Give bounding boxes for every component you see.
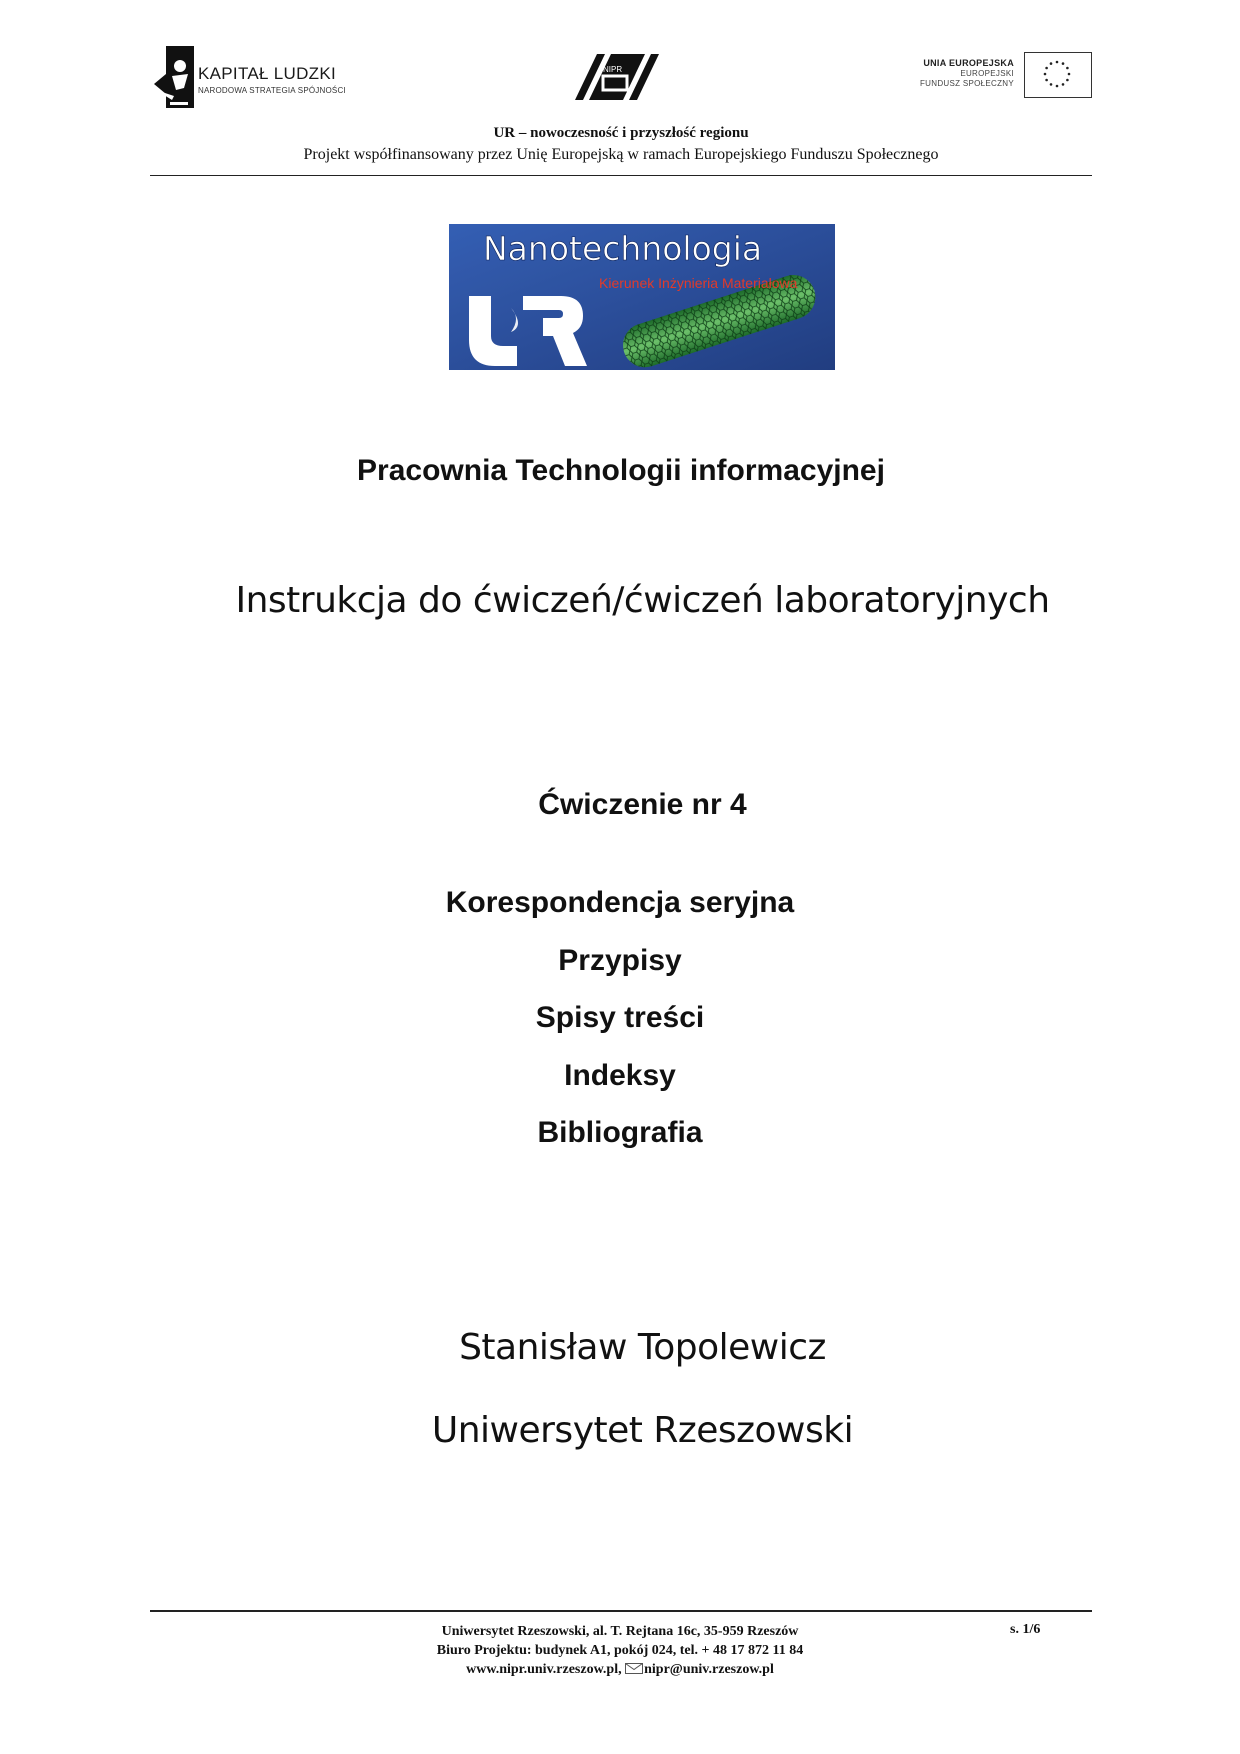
nanotechnologia-banner	[449, 224, 835, 370]
kapital-ludzki-logo	[150, 44, 360, 114]
nipr-ur-logo	[575, 52, 659, 100]
header-logos	[150, 40, 1092, 110]
header-divider	[150, 175, 1092, 176]
nanotube-image	[449, 224, 835, 370]
exercise-number: Ćwiczenie nr 4	[538, 788, 747, 821]
footer-divider	[150, 1610, 1092, 1612]
footer-line3	[330, 1660, 910, 1679]
eu-flag-icon	[1024, 52, 1092, 98]
kapital-ludzki-subtitle: NARODOWA STRATEGIA SPÓJNOŚCI	[198, 86, 346, 95]
topic-item: Indeksy	[564, 1058, 676, 1092]
footer-line2: Biuro Projektu: budynek A1, pokój 024, tel. + 48 17 872 11 84	[436, 1643, 804, 1658]
footer-address	[330, 1622, 910, 1679]
header-project-note: Projekt współfinansowany przez Unię Europejską w ramach Europejskiego Funduszu Społecznego	[303, 146, 939, 163]
eu-line2: EUROPEJSKI	[960, 69, 1014, 78]
topic-item: Przypisy	[558, 943, 682, 977]
banner-subtitle: Kierunek Inżynieria Materiałowa	[599, 275, 798, 291]
author-name: Stanisław Topolewicz	[459, 1327, 826, 1368]
eu-logo	[892, 52, 1092, 100]
footer-line1: Uniwersytet Rzeszowski, al. T. Rejtana 16c, 35-959 Rzeszów	[441, 1624, 799, 1639]
eu-line3: FUNDUSZ SPOŁECZNY	[920, 79, 1014, 88]
banner-title: Nanotechnologia	[483, 229, 763, 268]
nipr-ur-icon	[575, 52, 659, 102]
kapital-ludzki-title: KAPITAŁ LUDZKI	[198, 64, 337, 83]
topic-item: Korespondencja seryjna	[445, 886, 795, 919]
topic-item: Spisy treści	[535, 1001, 705, 1034]
header-tagline: UR – nowoczesność i przyszłość regionu	[493, 125, 749, 141]
nipr-label: NIPR	[603, 65, 623, 74]
lab-title: Pracownia Technologii informacyjnej	[357, 454, 885, 487]
footer-email-link[interactable]: nipr@univ.rzeszow.pl	[644, 1662, 774, 1677]
kapital-ludzki-icon	[150, 44, 196, 110]
mail-icon	[625, 1663, 643, 1674]
university-name: Uniwersytet Rzeszowski	[431, 1410, 854, 1451]
page-number: s. 1/6	[1010, 1622, 1041, 1637]
topic-list	[350, 882, 890, 1170]
eu-line1: UNIA EUROPEJSKA	[923, 58, 1014, 68]
footer-website-link[interactable]: www.nipr.univ.rzeszow.pl,	[466, 1662, 622, 1677]
instruction-title: Instrukcja do ćwiczeń/ćwiczeń laboratoryjnych	[235, 580, 1050, 621]
topic-item: Bibliografia	[537, 1116, 703, 1149]
